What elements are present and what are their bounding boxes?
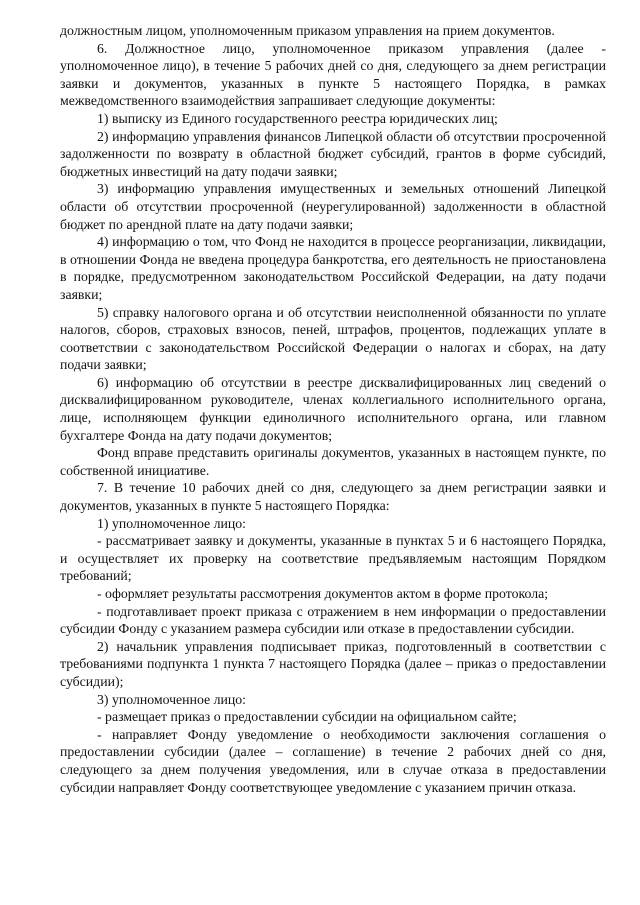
paragraph-dash-review: - рассматривает заявку и документы, указанные в пунктах 5 и 6 настоящего Порядка, и осуществляет их проверку на соответствие предъявляемым настоящим Порядком требований; <box>60 533 606 584</box>
paragraph-dash-notify: - направляет Фонду уведомление о необходимости заключения соглашения о предоставлении субсидии (далее – соглашение) в течение 2 рабочих дней со дня, следующего за днем получения уведомления, или в случае отказа в предоставлении субсидии направляет Фонду соответствующее уведомление с указанием причин отказа. <box>60 726 606 795</box>
paragraph-subitem-5: 5) справку налогового органа и об отсутствии неисполненной обязанности по уплате налогов, сборов, страховых взносов, пеней, штрафов, процентов, подлежащих уплате в соответствии с законодательством Российской Федерации о налогах и сборах, на дату подачи заявки; <box>60 304 606 373</box>
paragraph-initiative-note: Фонд вправе представить оригиналы документов, указанных в настоящем пункте, по собственной инициативе. <box>60 445 606 478</box>
paragraph-dash-publish: - размещает приказ о предоставлении субсидии на официальном сайте; <box>97 709 517 725</box>
paragraph-subitem-4: 4) информацию о том, что Фонд не находится в процессе реорганизации, ликвидации, в отношении Фонда не введена процедура банкротства, его деятельность не приостановлена в порядке, предусмотренном законодательством Российской Федерации, на дату подачи заявки; <box>60 234 606 302</box>
paragraph-dash-draft-order: - подготавливает проект приказа с отражением в нем информации о предоставлении субсидии Фонду с указанием размера субсидии или отказе в предоставлении субсидии. <box>60 603 606 637</box>
paragraph-item-7: 7. В течение 10 рабочих дней со дня, следующего за днем регистрации заявки и документов, указанных в пункте 5 настоящего Порядка: <box>60 480 606 514</box>
paragraph-item-6: 6. Должностное лицо, уполномоченное приказом управления (далее - уполномоченное лицо), в течение 5 рабочих дней со дня, следующего за днем регистрации заявки и документов, указанных в пункте 5 настоящего Порядка, в рамках межведомственного взаимодействия запрашивает следующие документы: <box>60 40 606 109</box>
paragraph-subitem-3: 3) информацию управления имущественных и земельных отношений Липецкой области об отсутствии просроченной (неурегулированной) задолженности в областной бюджет по арендной плате на дату подачи заявки; <box>60 181 606 232</box>
paragraph-continuation: должностным лицом, уполномоченным приказом управления на прием документов. <box>60 23 555 38</box>
paragraph-subitem-2: 2) информацию управления финансов Липецкой области об отсутствии просроченной задолженности по возврату в областной бюджет субсидий, грантов в форме субсидий, бюджетных инвестиций на дату подачи заявки; <box>60 128 606 179</box>
paragraph-dash-protocol: - оформляет результаты рассмотрения документов актом в форме протокола; <box>97 586 549 601</box>
paragraph-subitem-6: 6) информацию об отсутствии в реестре дисквалифицированных лиц сведений о дисквалифицированном руководителе, членах коллегиального исполнительного органа, лице, исполняющем функции единоличного исполнительного органа, или главном бухгалтере Фонда на дату подачи документов; <box>60 374 606 443</box>
paragraph-item-7-sub-1: 1) уполномоченное лицо: <box>97 515 246 531</box>
paragraph-item-7-sub-3: 3) уполномоченное лицо: <box>97 691 246 707</box>
paragraph-item-7-sub-2: 2) начальник управления подписывает приказ, подготовленный в соответствии с требованиями подпункта 1 пункта 7 настоящего Порядка (далее – приказ о предоставлении субсидии); <box>60 638 606 689</box>
paragraph-subitem-1: 1) выписку из Единого государственного реестра юридических лиц; <box>97 110 498 126</box>
